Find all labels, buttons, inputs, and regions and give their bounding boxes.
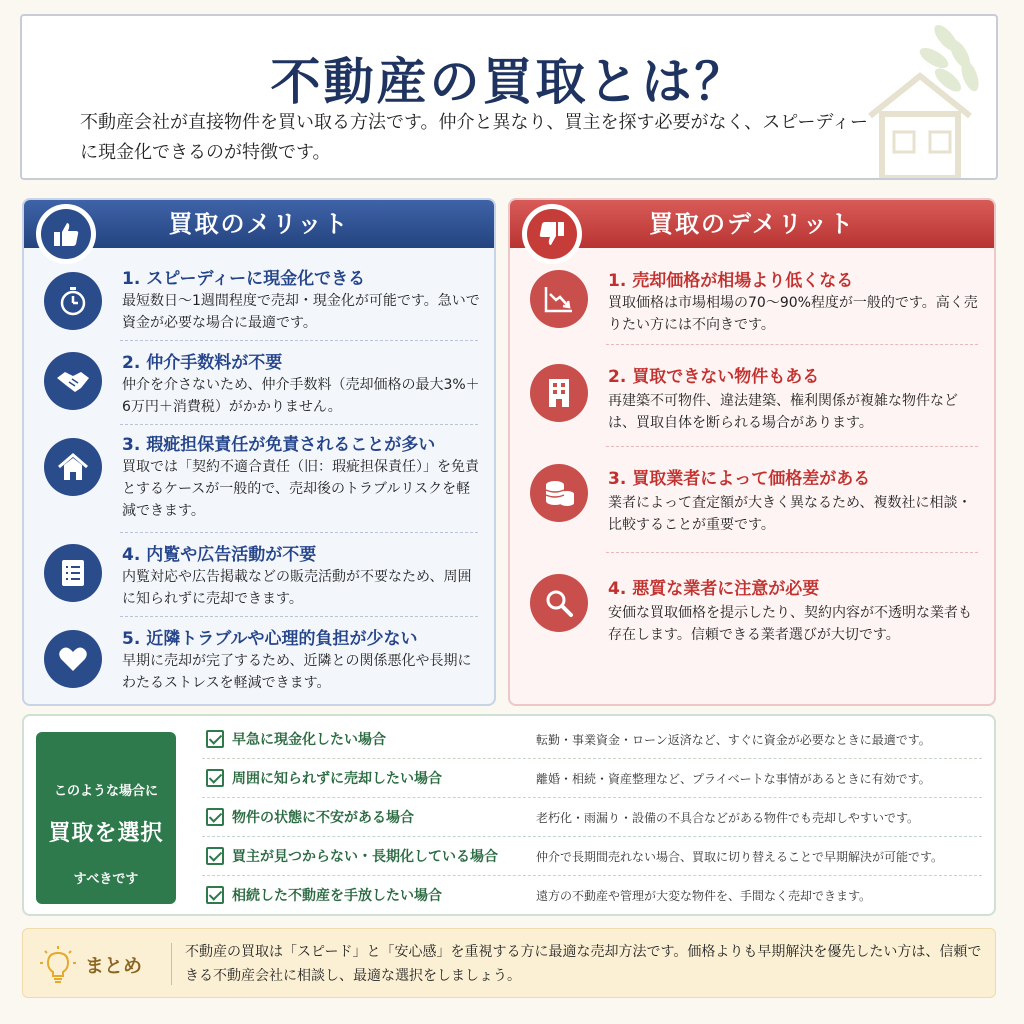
demerit-item-text: 再建築不可物件、違法建築、権利関係が複雑な物件などは、買取自体を断られる場合があります。	[608, 393, 958, 431]
demerit-item-1	[510, 260, 994, 344]
demerit-item-4	[510, 558, 994, 658]
selection-row-title: 買主が見つからない・長期化している場合	[232, 849, 498, 865]
selection-row	[202, 837, 982, 876]
coins-icon	[530, 464, 588, 522]
declining-chart-icon	[530, 270, 588, 328]
merit-item-5	[24, 618, 494, 704]
selection-row-title: 物件の状態に不安がある場合	[232, 810, 414, 826]
checkbox-icon	[206, 769, 224, 787]
magnifier-icon	[530, 574, 588, 632]
selection-panel	[22, 714, 996, 916]
thumbs-down-icon	[537, 219, 567, 249]
demerit-item-title: 3. 買取業者によって価格差がある	[608, 469, 871, 489]
selection-row-title: 相続した不動産を手放したい場合	[232, 888, 442, 904]
merit-item-text: 最短数日〜1週間程度で売却・現金化が可能です。急いで資金が必要な場合に最適です。	[122, 293, 480, 331]
selection-row-text: 転勤・事業資金・ローン返済など、すぐに資金が必要なときに最適です。	[536, 733, 931, 747]
demerit-item-title: 1. 売却価格が相場より低くなる	[608, 271, 854, 291]
page-title: 不動産の買取とは？	[270, 52, 748, 111]
thumbs-up-badge	[36, 204, 96, 264]
house-leaf-decoration-icon	[848, 20, 988, 180]
heart-icon	[44, 630, 102, 688]
merit-item-text: 内覧対応や広告掲載などの販売活動が不要なため、周囲に知られずに売却できます。	[122, 569, 472, 607]
divider	[606, 446, 978, 447]
checkbox-icon	[206, 730, 224, 748]
demerit-item-text: 安価な買取価格を提示したり、契約内容が不透明な業者も存在します。信頼できる業者選びが大切です。	[608, 605, 972, 643]
demerit-item-2	[510, 350, 994, 446]
selection-badge-line1: このような場合に	[53, 784, 158, 799]
lightbulb-icon	[39, 945, 77, 985]
merit-item-text: 早期に売却が完了するため、近隣との関係悪化や長期にわたるストレスを軽減できます。	[122, 653, 472, 691]
selection-row-text: 離婚・相続・資産整理など、プライベートな事情があるときに有効です。	[536, 772, 931, 786]
merit-item-title: 5. 近隣トラブルや心理的負担が少ない	[122, 629, 418, 649]
demerit-item-title: 4. 悪質な業者に注意が必要	[608, 579, 820, 599]
selection-row-text: 老朽化・雨漏り・設備の不具合などがある物件でも売却しやすいです。	[536, 811, 920, 825]
selection-row	[202, 876, 982, 915]
merit-item-text: 買取では「契約不適合責任（旧：瑕疵担保責任）」を免責とするケースが一般的で、売却後のトラブルリスクを軽減できます。	[122, 459, 479, 519]
merit-card	[22, 198, 496, 706]
selection-row-text: 仲介で長期間売れない場合、買取に切り替えることで早期解決が可能です。	[536, 850, 944, 864]
checkbox-icon	[206, 847, 224, 865]
merit-item-title: 2. 仲介手数料が不要	[122, 353, 283, 373]
checkbox-icon	[206, 808, 224, 826]
merit-item-title: 4. 内覧や広告活動が不要	[122, 545, 317, 565]
selection-row-title: 早急に現金化したい場合	[232, 732, 386, 748]
divider	[120, 424, 478, 425]
document-list-icon	[44, 544, 102, 602]
merit-item-3	[24, 426, 494, 530]
selection-row-text: 遠方の不動産や管理が大変な物件を、手間なく売却できます。	[536, 889, 872, 903]
header-description: 不動産会社が直接物件を買い取る方法です。仲介と異なり、買主を探す必要がなく、スピーディーに現金化できるのが特徴です。	[80, 112, 869, 163]
merit-heading: 買取のメリット	[24, 200, 494, 248]
merit-item-title: 1. スピーディーに現金化できる	[122, 269, 366, 289]
merit-item-4	[24, 534, 494, 614]
demerit-item-3	[510, 452, 994, 552]
checkbox-icon	[206, 886, 224, 904]
selection-badge-line2: 買取を選択	[48, 821, 164, 846]
stopwatch-icon	[44, 272, 102, 330]
demerit-item-text: 業者によって査定額が大きく異なるため、複数社に相談・比較することが重要です。	[608, 495, 972, 533]
summary-label: まとめ	[85, 955, 143, 977]
thumbs-down-badge	[522, 204, 582, 264]
merit-item-text: 仲介を介さないため、仲介手数料（売却価格の最大3%＋6万円＋消費税）がかかりません。	[122, 377, 480, 415]
selection-row	[202, 720, 982, 759]
divider	[120, 532, 478, 533]
selection-row	[202, 759, 982, 798]
merit-item-1	[24, 258, 494, 344]
house-icon	[44, 438, 102, 496]
divider	[606, 552, 978, 553]
divider	[120, 340, 478, 341]
selection-badge-line3: すべきです	[73, 872, 139, 887]
selection-badge	[36, 732, 176, 904]
selection-row	[202, 798, 982, 837]
handshake-icon	[44, 352, 102, 410]
demerit-item-text: 買取価格は市場相場の70〜90%程度が一般的です。高く売りたい方には不向きです。	[608, 295, 978, 333]
divider	[606, 344, 978, 345]
summary-text: 不動産の買取は「スピード」と「安心感」を重視する方に最適な売却方法です。価格よりも早期解決を優先したい方は、信頼できる不動産会社に相談し、最適な選択をしましょう。	[185, 944, 982, 984]
demerit-card	[508, 198, 996, 706]
summary-panel	[22, 928, 996, 998]
divider	[171, 943, 172, 985]
demerit-heading: 買取のデメリット	[510, 200, 994, 248]
demerit-item-title: 2. 買取できない物件もある	[608, 367, 820, 387]
merit-item-2	[24, 344, 494, 424]
building-icon	[530, 364, 588, 422]
selection-row-title: 周囲に知られずに売却したい場合	[232, 771, 442, 787]
thumbs-up-icon	[51, 219, 81, 249]
divider	[120, 616, 478, 617]
merit-item-title: 3. 瑕疵担保責任が免責されることが多い	[122, 435, 436, 455]
header-panel	[20, 14, 998, 180]
